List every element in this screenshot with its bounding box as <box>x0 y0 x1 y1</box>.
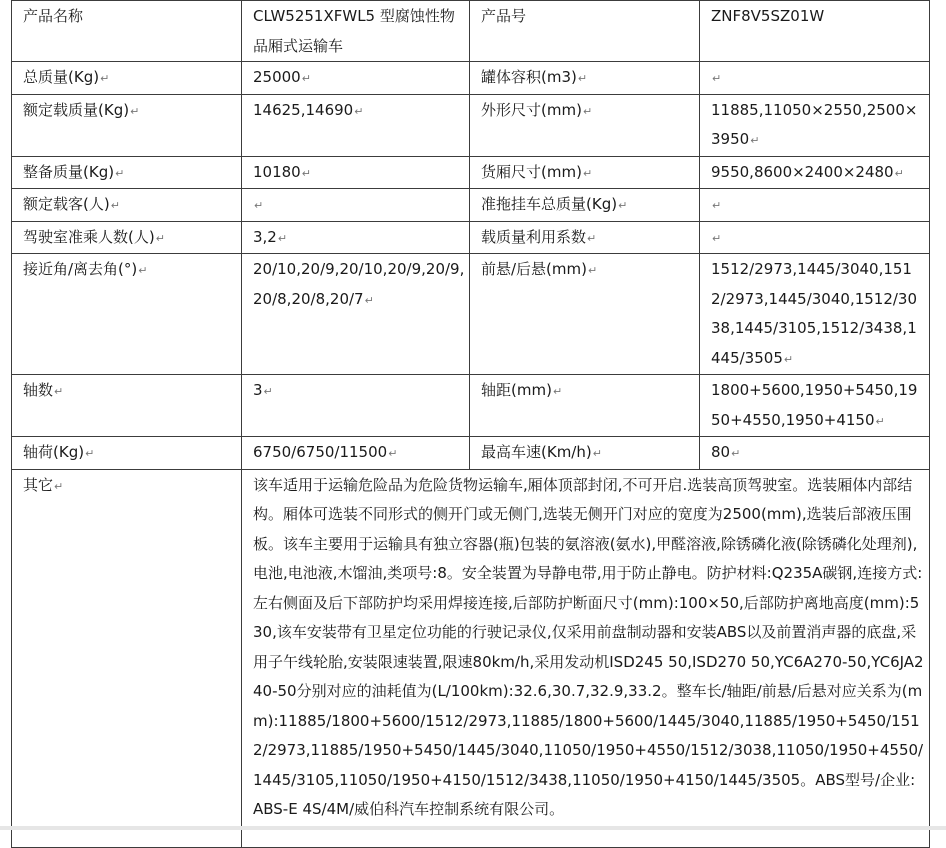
value-cell: ZNF8V5SZ01W <box>700 1 930 62</box>
value-cell: 1512/2973,1445/3040,1512/2973,1445/3040,1512/3038,1445/3105,1512/3438,1445/3505↵ <box>700 254 930 375</box>
label-cell: 总质量(Kg)↵ <box>12 62 242 95</box>
value-cell: 6750/6750/11500↵ <box>242 437 470 470</box>
label-cell: 货厢尺寸(mm)↵ <box>470 156 700 189</box>
label-cell: 驾驶室准乘人数(人)↵ <box>12 221 242 254</box>
table-row <box>12 189 930 222</box>
table-row <box>12 437 930 470</box>
table-row <box>12 94 930 156</box>
table-row <box>12 156 930 189</box>
table-row <box>12 221 930 254</box>
label-cell: 载质量利用系数↵ <box>470 221 700 254</box>
label-cell: 额定载客(人)↵ <box>12 189 242 222</box>
value-cell: CLW5251XFWL5 型腐蚀性物品厢式运输车 <box>242 1 470 62</box>
label-cell: 接近角/离去角(°)↵ <box>12 254 242 375</box>
value-cell: 20/10,20/9,20/10,20/9,20/9,20/8,20/8,20/7↵ <box>242 254 470 375</box>
label-cell: 轴距(mm)↵ <box>470 375 700 437</box>
label-cell: 外形尺寸(mm)↵ <box>470 94 700 156</box>
label-cell: 准拖挂车总质量(Kg)↵ <box>470 189 700 222</box>
value-cell: ↵ <box>700 62 930 95</box>
label-cell: 最高车速(Km/h)↵ <box>470 437 700 470</box>
value-cell: ↵ <box>700 189 930 222</box>
value-cell: 25000↵ <box>242 62 470 95</box>
label-cell: 罐体容积(m3)↵ <box>470 62 700 95</box>
other-remarks: 该车适用于运输危险品为危险货物运输车,厢体顶部封闭,不可开启.选装高顶驾驶室。选装厢体内部结构。厢体可选装不同形式的侧开门或无侧门,选装无侧开门对应的宽度为2500(mm),选装后部液压围板。该车主要用于运输具有独立容器(瓶)包装的氨溶液(氨水),甲醛溶液,除锈磷化液(除锈磷化处理剂),电池,电池液,木馏油,类项号:8。安全装置为导静电带,用于防止静电。防护材料:Q235A碳钢,连接方式:左右侧面及后下部防护均采用焊接连接,后部防护断面尺寸(mm):100×50,后部防护离地高度(mm):530,该车安装带有卫星定位功能的行驶记录仪,仅采用前盘制动器和安装ABS以及前置消声器的底盘,采用子午线轮胎,安装限速装置,限速80km/h,采用发动机ISD245 50,ISD270 50,YC6A270-50,YC6JA240-50分别对应的油耗值为(L/100km):32.6,30.7,32.9,33.2。整车长/轴距/前悬/后悬对应关系为(mm):11885/1800+5600/1512/2973,11885/1800+5600/1445/3040,11885/1950+5450/1512/2973,11885/1950+5450/1445/3040,11050/1950+4550/1512/3038,11050/1950+4550/1445/3105,11050/1950+4150/1512/3438,11050/1950+4150/1445/3505。ABS型号/企业:ABS-E 4S/4M/威伯科汽车控制系统有限公司。 <box>242 469 930 847</box>
value-cell: 11885,11050×2550,2500×3950↵ <box>700 94 930 156</box>
label-cell: 整备质量(Kg)↵ <box>12 156 242 189</box>
value-cell: 3,2↵ <box>242 221 470 254</box>
vehicle-spec-table <box>11 0 930 848</box>
label-cell: 轴数↵ <box>12 375 242 437</box>
value-cell: 14625,14690↵ <box>242 94 470 156</box>
table-row <box>12 62 930 95</box>
page-bottom-strip <box>0 826 946 830</box>
label-cell: 轴荷(Kg)↵ <box>12 437 242 470</box>
value-cell: ↵ <box>242 189 470 222</box>
label-cell: 产品号 <box>470 1 700 62</box>
label-cell: 前悬/后悬(mm)↵ <box>470 254 700 375</box>
value-cell: 80↵ <box>700 437 930 470</box>
value-cell: 9550,8600×2400×2480↵ <box>700 156 930 189</box>
value-cell: 10180↵ <box>242 156 470 189</box>
value-cell: 3↵ <box>242 375 470 437</box>
table-row <box>12 254 930 375</box>
value-cell: 1800+5600,1950+5450,1950+4550,1950+4150↵ <box>700 375 930 437</box>
table-row-other <box>12 469 930 847</box>
label-cell: 额定载质量(Kg)↵ <box>12 94 242 156</box>
value-cell: ↵ <box>700 221 930 254</box>
table-row <box>12 1 930 62</box>
label-cell: 产品名称 <box>12 1 242 62</box>
table-row <box>12 375 930 437</box>
label-cell: 其它↵ <box>12 469 242 847</box>
